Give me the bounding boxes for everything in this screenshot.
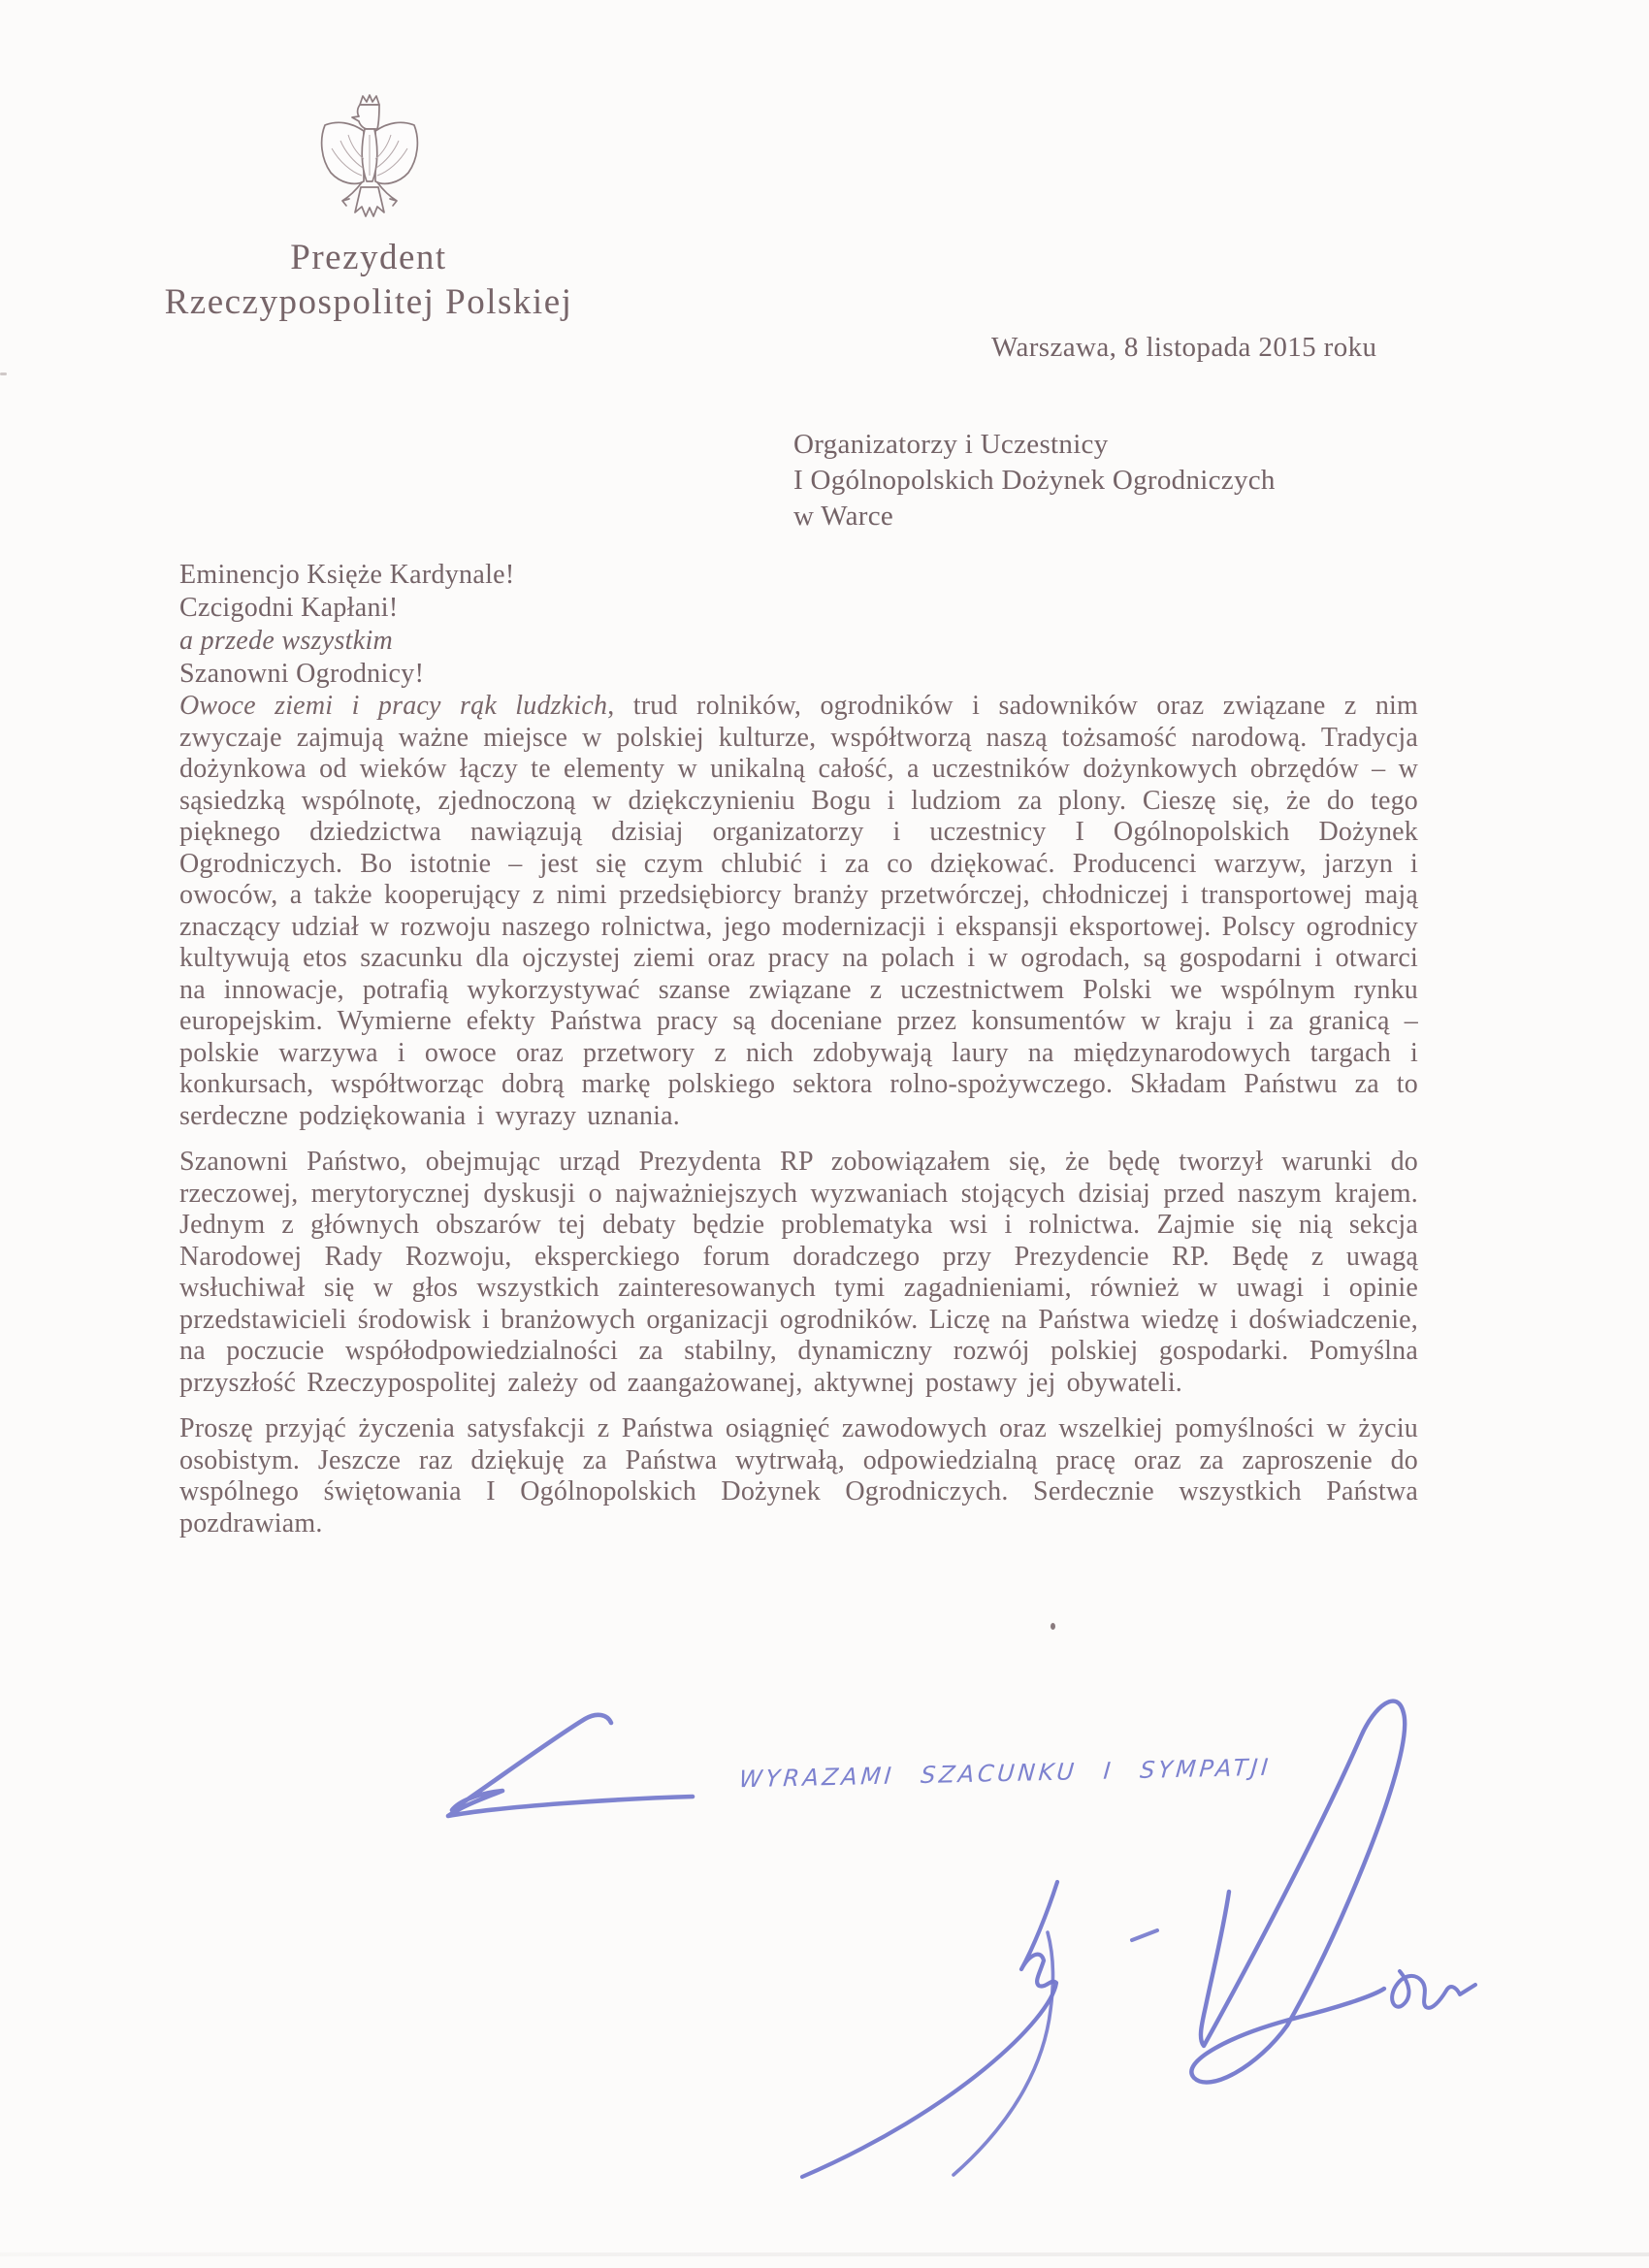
body-paragraph-2: Szanowni Państwo, obejmując urząd Prezydenta RP zobowiązałem się, że będę tworzył warunki do rzeczowej, merytorycznej dyskusji o najważniejszych wyzwaniach stojących dzisiaj przed naszym krajem. Jednym z głównych obszarów tej debaty będzie problematyka wsi i rolnictwa. Zajmie się nią sekcja Narodowej Rady Rozwoju, eksperckiego forum doradczego przy Prezydencie RP. Będę z uwagą wsłuchiwał się w głos wszystkich zainteresowanych tymi zagadnieniami, również w uwagi i opinie przedstawicieli środowisk i branżowych organizacji ogrodników. Liczę na Państwa wiedzę i doświadczenie, na poczucie współodpowiedzialności za stabilny, dynamiczny rozwój polskiej gospodarki. Pomyślna przyszłość Rzeczypospolitej zależy od zaangażowanej, aktywnej postawy jej obywateli. [179,1147,1418,1398]
recipient-block [793,427,1276,535]
letterhead-line-2: Rzeczypospolitej Polskiej [164,282,573,322]
handwritten-z-flourish [438,1709,720,1840]
letterhead-line-1: Prezydent [290,238,447,277]
body-paragraph-3: Proszę przyjąć życzenia satysfakcji z Państwa osiągnięć zawodowych oraz wszelkiej pomyślności w życiu osobistym. Jeszcze raz dziękuję za Państwa wytrwałą, odpowiedzialną pracę oraz za zaproszenie do wspólnego świętowania I Ogólnopolskich Dożynek Ogrodniczych. Serdecznie wszystkich Państwa pozdrawiam. [179,1413,1418,1539]
salutation-line: Czcigodni Kapłani! [179,593,399,623]
recipient-line: Organizatorzy i Uczestnicy [793,429,1109,460]
salutation-line: Eminencjo Księże Kardynale! [179,560,515,590]
polish-eagle-emblem [314,91,425,227]
letterhead [126,236,611,325]
salutation-line: Szanowni Ogrodnicy! [179,659,425,689]
recipient-line: w Warce [793,501,894,532]
handwritten-closing: WYRAZAMI SZACUNKU I SYMPATJI [737,1753,1273,1794]
ink-dot [1051,1623,1055,1630]
recipient-line: I Ogólnopolskich Dożynek Ogrodniczych [793,465,1276,496]
handwritten-signature [791,1676,1518,2200]
salutation-line-italic: a przede wszystkim [179,626,394,656]
paragraph-text: , trud rolników, ogrodników i sadowników oraz związane z nim zwyczaje zajmują ważne miejsce w polskiej kulturze, współtworzą naszą tożsamość narodową. Tradycja dożynkowa od wieków łączy te elementy w unikalną całość, a uczestników dożynkowych obrzędów – w sąsiedzką wspólnotę, zjednoczoną w dziękczynieniu Bogu i ludziom za plony. Cieszę się, że do tego pięknego dziedzictwa nawiązują dzisiaj organizatorzy i uczestnicy I Ogólnopolskich Dożynek Ogrodniczych. Bo istotnie – jest się czym chlubić i za co dziękować. Producenci warzyw, jarzyn i owoców, a także kooperujący z nimi przedsiębiorcy branży przetwórczej, chłodniczej i transportowej mają znaczący udział w rozwoju naszego rolnictwa, jego modernizacji i ekspansji eksportowej. Polscy ogrodnicy kultywują etos szacunku dla ojczystej ziemi oraz pracy na polach i w ogrodach, są gospodarni i otwarci na innowacje, potrafią wykorzystywać szanse związane z uczestnictwem Polski we wspólnym rynku europejskim. Wymierne efekty Państwa pracy są doceniane przez konsumentów w kraju i za granicą – polskie warzywa i owoce oraz przetwory z nich zdobywają laury na międzynarodowych targach i konkursach, współtworząc dobrą markę polskiego sektora rolno-spożywczego. Składam Państwu za to serdeczne podziękowania i wyrazy uznania. [179,691,1418,1131]
body-paragraph-1 [179,691,1418,1132]
letter-body [179,691,1418,1554]
scan-speck [0,373,7,375]
salutation-block [179,559,515,691]
dateline: Warszawa, 8 listopada 2015 roku [991,332,1377,363]
paragraph-lead-italic: Owoce ziemi i pracy rąk ludzkich [179,691,608,721]
scan-edge-shadow [0,2252,1649,2256]
